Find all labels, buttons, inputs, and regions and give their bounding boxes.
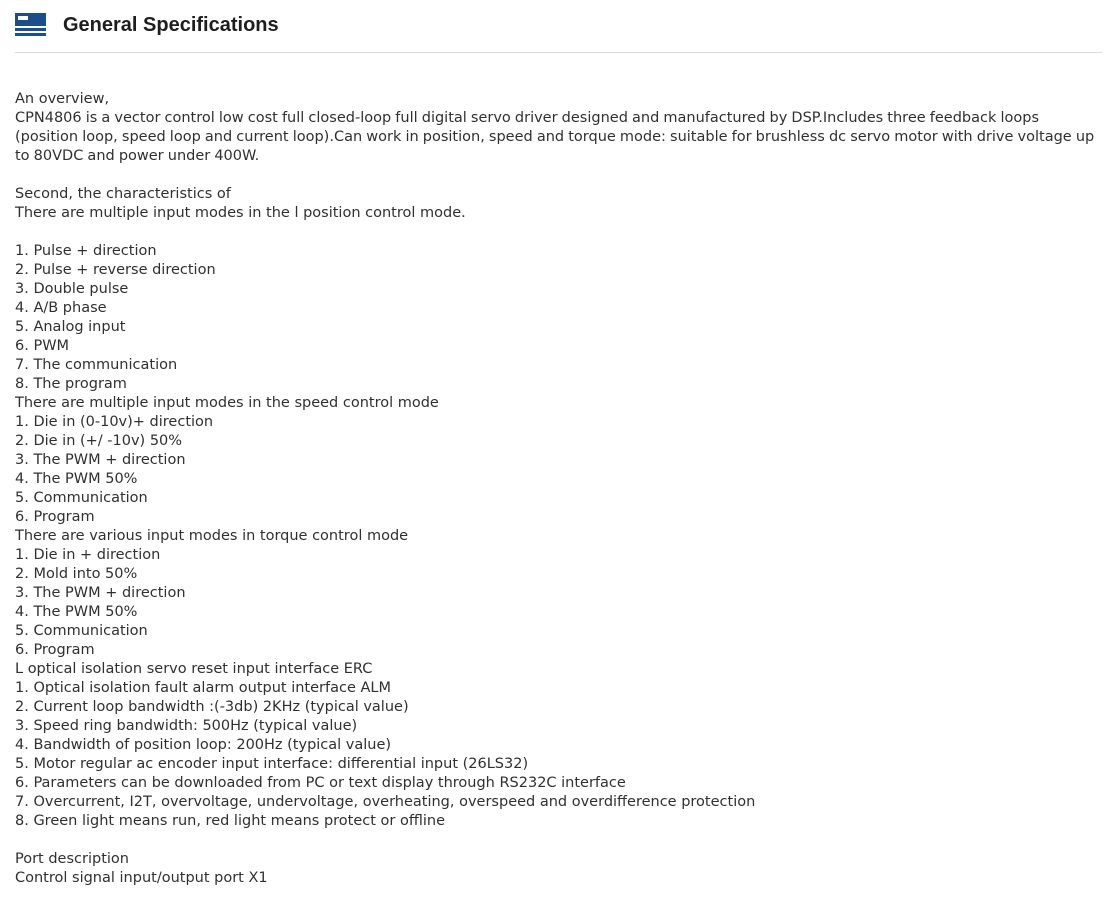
speed-mode-item: 2. Die in (+/ -10v) 50% [15, 433, 183, 449]
torque-mode-item: 4. The PWM 50% [15, 604, 138, 620]
overview-text: CPN4806 is a vector control low cost full closed-loop full digital servo driver designed and manufactured by DSP.Includes three feedback loops (position loop, speed loop and current loop).Can work in position, speed and torque mode: suitable for brushless dc servo motor with drive voltage up to 80VDC and power under 400W. [15, 110, 1095, 164]
feature-item: 8. Green light means run, red light means protect or offline [15, 813, 446, 829]
torque-mode-item: 5. Communication [15, 623, 148, 639]
torque-mode-item: 1. Die in + direction [15, 547, 161, 563]
position-mode-item: 5. Analog input [15, 319, 126, 335]
position-mode-item: 7. The communication [15, 357, 178, 373]
torque-mode-item: 3. The PWM + direction [15, 585, 186, 601]
speed-mode-item: 3. The PWM + direction [15, 452, 186, 468]
characteristics-heading: Second, the characteristics of [15, 186, 231, 202]
feature-item: 7. Overcurrent, I2T, overvoltage, undervoltage, overheating, overspeed and overdifference protection [15, 794, 756, 810]
list-icon [15, 13, 46, 36]
feature-item: 1. Optical isolation fault alarm output interface ALM [15, 680, 391, 696]
position-mode-intro: There are multiple input modes in the l position control mode. [15, 205, 466, 221]
speed-mode-item: 4. The PWM 50% [15, 471, 138, 487]
position-mode-item: 4. A/B phase [15, 300, 107, 316]
feature-item: 4. Bandwidth of position loop: 200Hz (typical value) [15, 737, 392, 753]
feature-item: 3. Speed ring bandwidth: 500Hz (typical value) [15, 718, 358, 734]
position-mode-item: 6. PWM [15, 338, 70, 354]
overview-heading: An overview, [15, 91, 110, 107]
port-heading: Port description [15, 851, 129, 867]
position-mode-item: 1. Pulse + direction [15, 243, 157, 259]
feature-item: 2. Current loop bandwidth :(-3db) 2KHz (typical value) [15, 699, 409, 715]
feature-item: 5. Motor regular ac encoder input interface: differential input (26LS32) [15, 756, 529, 772]
section-header [15, 11, 1102, 53]
speed-mode-item: 5. Communication [15, 490, 148, 506]
spacer [15, 223, 1100, 242]
position-mode-item: 8. The program [15, 376, 127, 392]
feature-intro: L optical isolation servo reset input interface ERC [15, 661, 373, 677]
spacer [15, 166, 1100, 185]
port-text: Control signal input/output port X1 [15, 870, 268, 886]
torque-mode-intro: There are various input modes in torque control mode [15, 528, 409, 544]
torque-mode-item: 2. Mold into 50% [15, 566, 138, 582]
position-mode-item: 3. Double pulse [15, 281, 129, 297]
feature-item: 6. Parameters can be downloaded from PC or text display through RS232C interface [15, 775, 626, 791]
spec-content [15, 90, 1100, 888]
position-mode-item: 2. Pulse + reverse direction [15, 262, 216, 278]
spacer [15, 831, 1100, 850]
speed-mode-item: 6. Program [15, 509, 95, 525]
speed-mode-item: 1. Die in (0-10v)+ direction [15, 414, 214, 430]
speed-mode-intro: There are multiple input modes in the speed control mode [15, 395, 439, 411]
torque-mode-item: 6. Program [15, 642, 95, 658]
section-title: General Specifications [63, 14, 279, 36]
